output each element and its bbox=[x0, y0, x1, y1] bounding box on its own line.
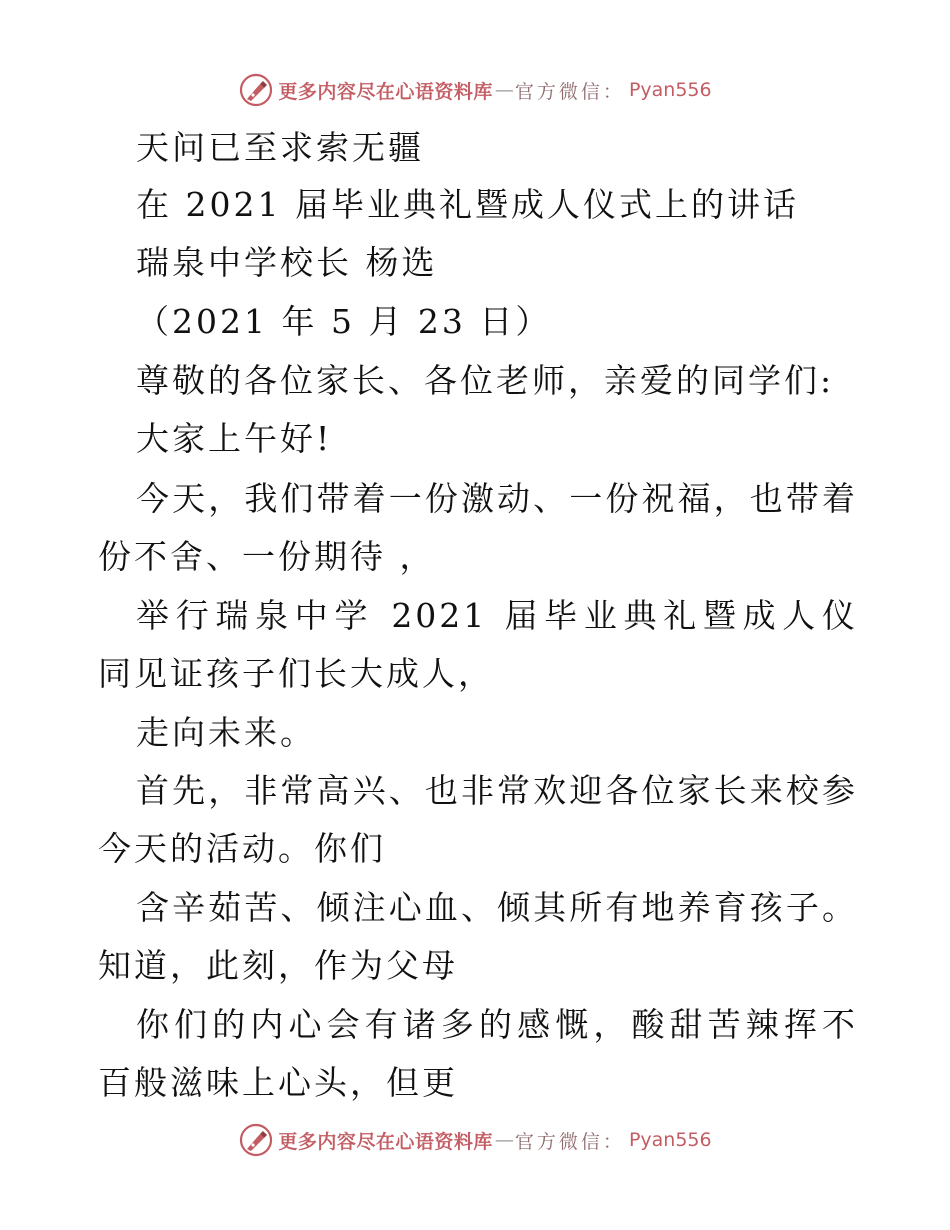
paragraph-line: 走向未来。 bbox=[136, 713, 316, 752]
paragraph-line: 含辛茹苦、倾注心血、倾其所有地养育孩子。 bbox=[136, 888, 858, 927]
document-title: 天问已至求索无疆 bbox=[136, 128, 424, 167]
paragraph-line: 同见证孩子们长大成人， bbox=[98, 654, 494, 693]
greeting: 大家上午好! bbox=[136, 419, 333, 458]
banner-separator: — bbox=[494, 79, 513, 101]
pen-nib-logo-icon bbox=[238, 72, 274, 108]
paragraph-line: 你们的内心会有诸多的感慨，酸甜苦辣挥不 bbox=[136, 1005, 858, 1044]
paragraph-line: 今天，我们带着一份激动、一份祝福，也带着 bbox=[136, 479, 858, 518]
banner-label: 官方微信： bbox=[514, 1130, 625, 1153]
footer-banner bbox=[0, 1120, 950, 1160]
paragraph-line: 份不舍、一份期待 ， bbox=[98, 537, 436, 576]
paragraph-line: 首先，非常高兴、也非常欢迎各位家长来校参 bbox=[136, 771, 858, 810]
header-banner bbox=[0, 70, 950, 110]
paragraph-line: 举行瑞泉中学 2021 届毕业典礼暨成人仪 bbox=[136, 596, 858, 635]
document-author: 瑞泉中学校长 杨选 bbox=[136, 243, 438, 282]
pen-nib-logo-icon bbox=[238, 1122, 274, 1158]
paragraph-line: 百般滋味上心头，但更 bbox=[98, 1063, 458, 1102]
paragraph-line: 今天的活动。你们 bbox=[98, 829, 386, 868]
paragraph-line: 知道，此刻，作为父母 bbox=[98, 946, 458, 985]
banner-separator: — bbox=[494, 1129, 513, 1151]
banner-brand: 更多内容尽在心语资料库 bbox=[278, 1130, 493, 1153]
document-subtitle: 在 2021 届毕业典礼暨成人仪式上的讲话 bbox=[136, 185, 799, 224]
banner-brand: 更多内容尽在心语资料库 bbox=[278, 80, 493, 103]
banner-wechat-handle: Pyan556 bbox=[628, 79, 712, 101]
salutation: 尊敬的各位家长、各位老师，亲爱的同学们: bbox=[136, 361, 835, 400]
banner-wechat-handle: Pyan556 bbox=[628, 1129, 712, 1151]
document-date: （2021 年 5 月 23 日） bbox=[136, 302, 552, 341]
banner-label: 官方微信： bbox=[514, 80, 625, 103]
